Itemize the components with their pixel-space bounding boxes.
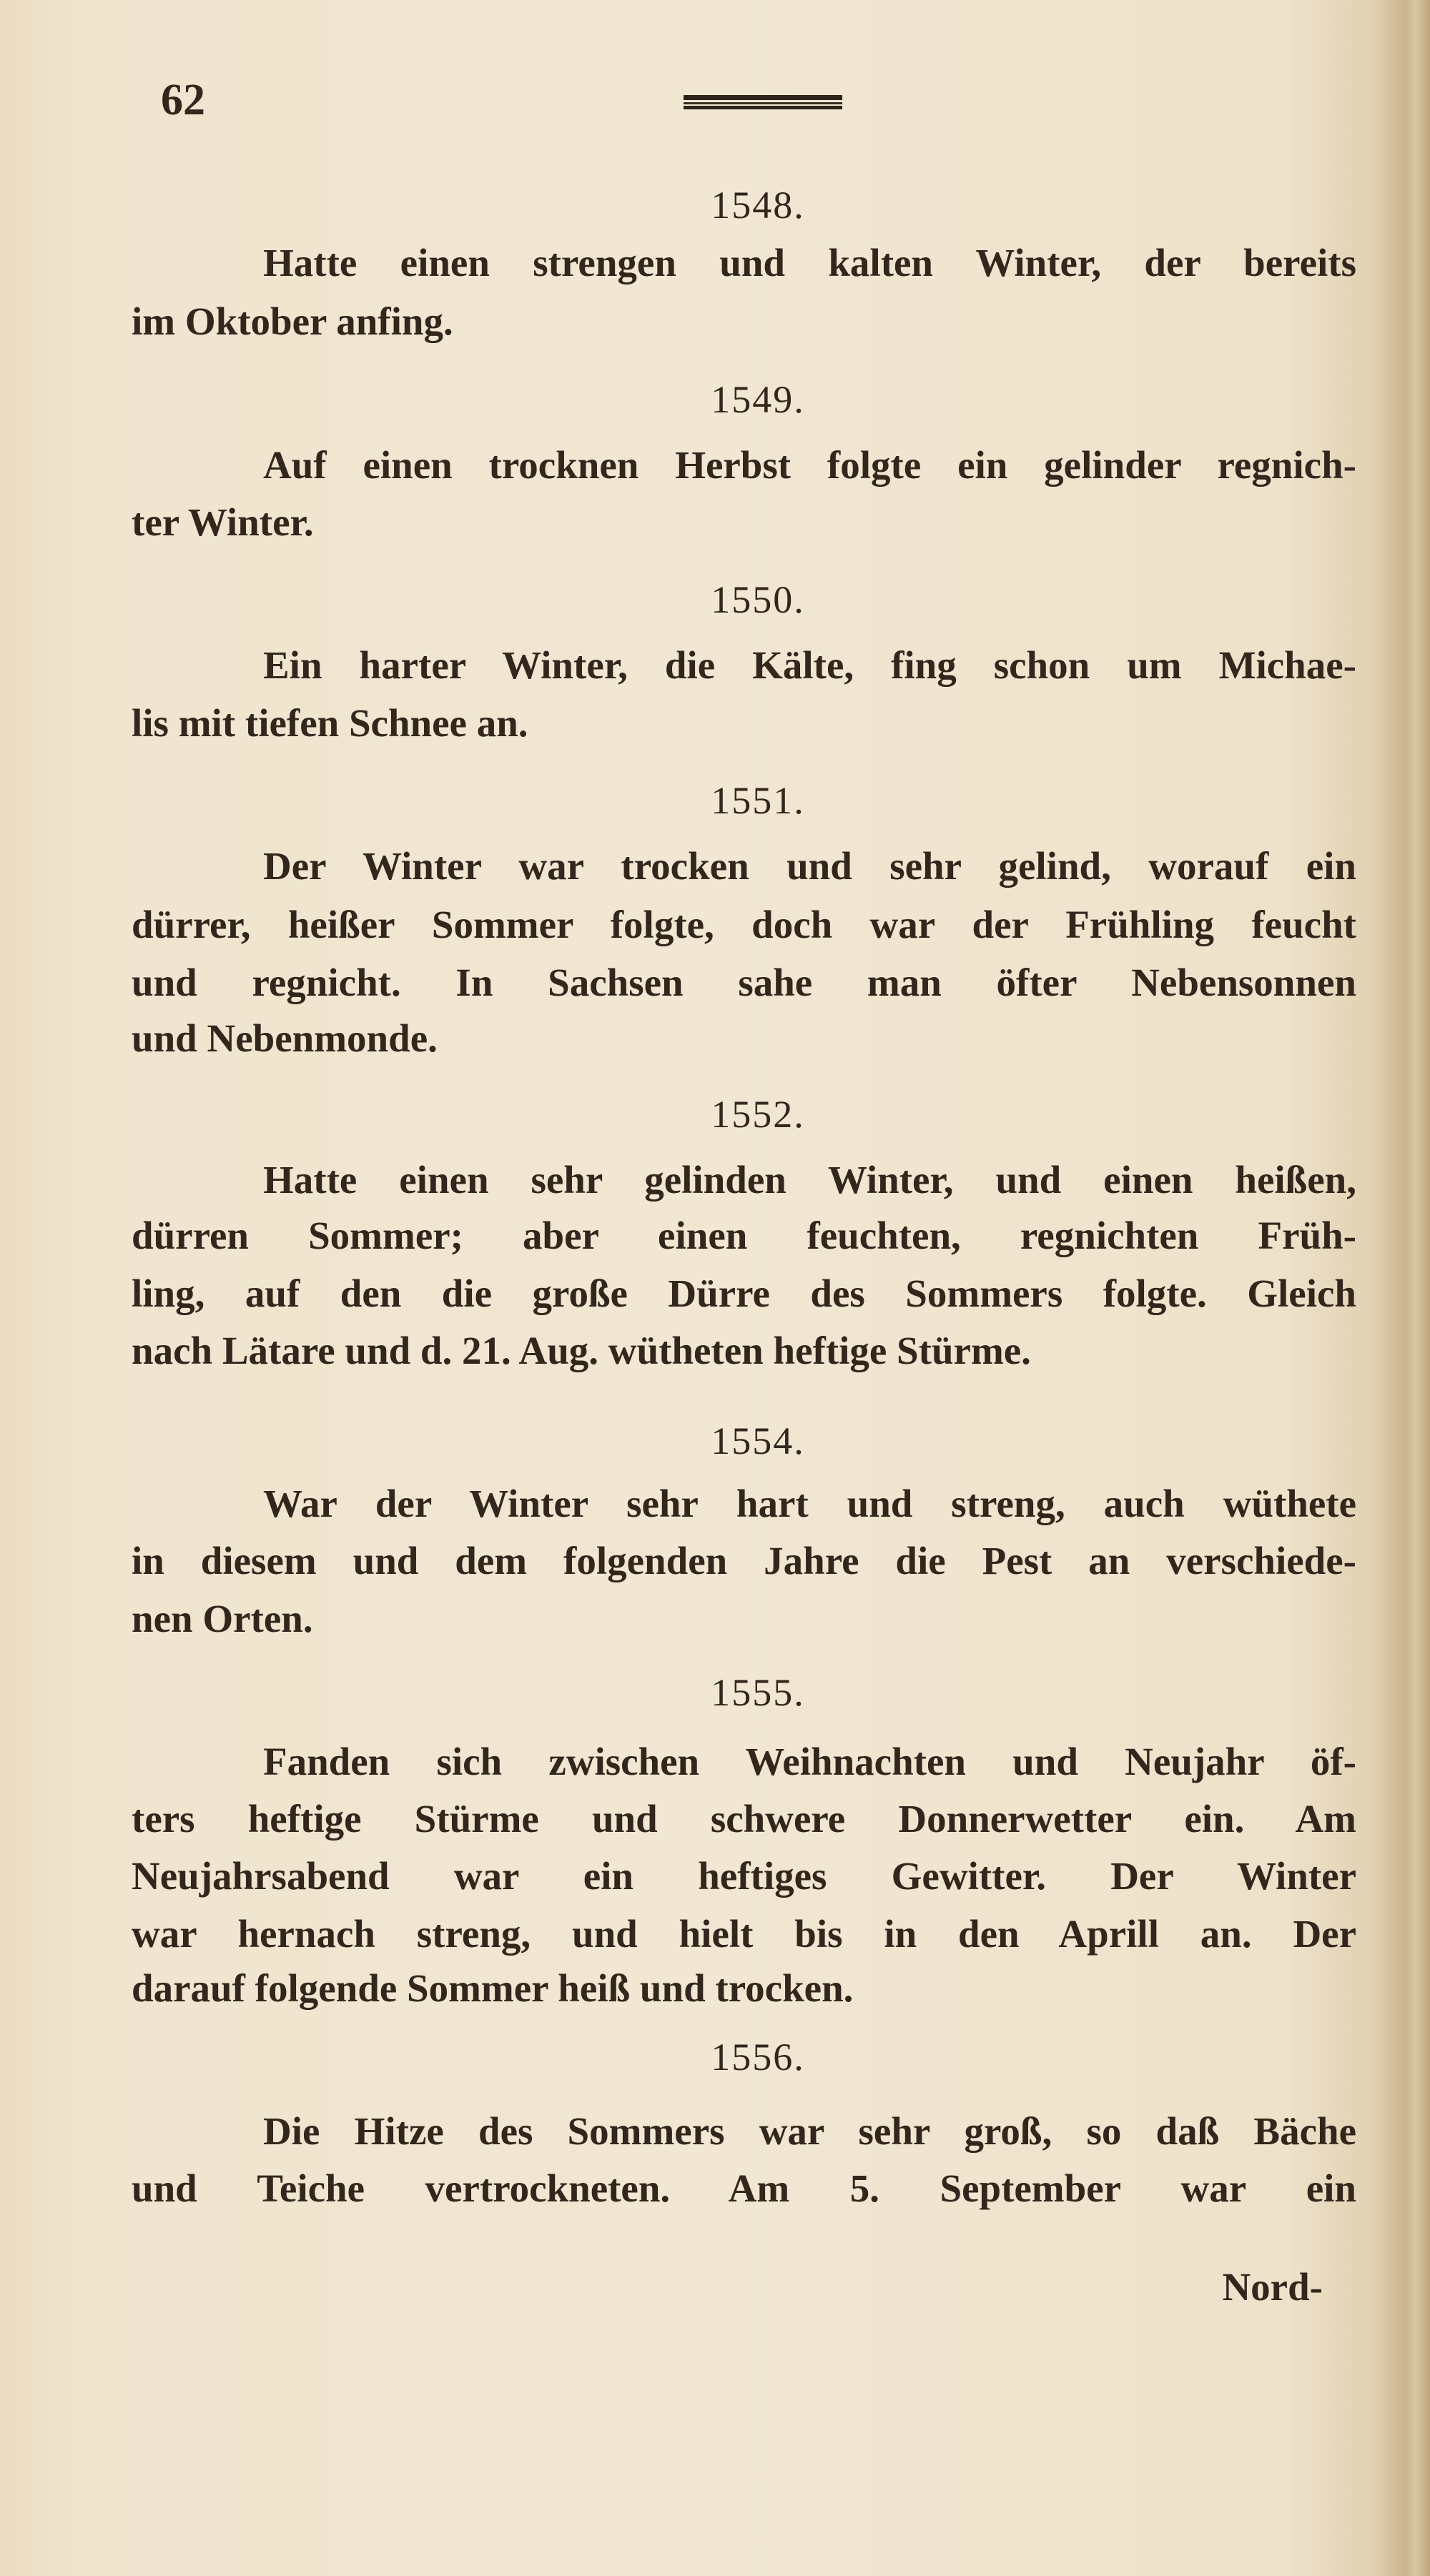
text-line: und regnicht. In Sachsen sahe man öfter Nebensonnen [132,961,1356,1004]
page-number: 62 [161,76,205,124]
text-line: Die Hitze des Sommers war sehr groß, so daß Bäche [263,2109,1356,2153]
text-line: nen Orten. [132,1597,313,1640]
entry-year: 1555. [711,1671,805,1714]
entry-year: 1548. [711,184,805,227]
entry-year: 1550. [711,578,805,621]
text-line: darauf folgende Sommer heiß und trocken. [132,1966,854,2010]
header-rule [684,95,842,109]
entry-year: 1551. [711,779,805,822]
text-line: ling, auf den die große Dürre des Sommers folgte. Gleich [132,1272,1356,1315]
entry-year: 1549. [711,378,805,421]
text-line: Der Winter war trocken und sehr gelind, worauf ein [263,844,1356,888]
text-line: und Nebenmonde. [132,1016,438,1060]
text-line: Neujahrsabend war ein heftiges Gewitter. Der Winter [132,1854,1356,1898]
text-line: im Oktober anfing. [132,299,453,343]
text-line: war hernach streng, und hielt bis in den Aprill an. Der [132,1912,1356,1956]
text-line: und Teiche vertrockneten. Am 5. September war ein [132,2166,1356,2210]
entry-year: 1556. [711,2036,805,2079]
text-line: Hatte einen strengen und kalten Winter, der bereits [263,241,1356,284]
text-line: Ein harter Winter, die Kälte, fing schon um Michae- [263,643,1356,687]
catchword: Nord- [1222,2265,1323,2309]
text-line: lis mit tiefen Schnee an. [132,701,528,745]
text-line: nach Lätare und d. 21. Aug. wütheten heftige Stürme. [132,1329,1031,1372]
text-line: dürrer, heißer Sommer folgte, doch war der Frühling feucht [132,903,1356,946]
text-line: War der Winter sehr hart und streng, auch wüthete [263,1482,1356,1525]
entry-year: 1554. [711,1420,805,1462]
text-line: dürren Sommer; aber einen feuchten, regnichten Früh- [132,1214,1356,1257]
text-line: Fanden sich zwischen Weihnachten und Neujahr öf- [263,1740,1356,1783]
text-line: Hatte einen sehr gelinden Winter, und einen heißen, [263,1158,1356,1202]
entry-year: 1552. [711,1093,805,1136]
text-line: Auf einen trocknen Herbst folgte ein gelinder regnich- [263,443,1356,487]
text-line: ter Winter. [132,500,314,544]
text-line: in diesem und dem folgenden Jahre die Pest an verschiede- [132,1539,1356,1582]
text-line: ters heftige Stürme und schwere Donnerwetter ein. Am [132,1797,1356,1841]
